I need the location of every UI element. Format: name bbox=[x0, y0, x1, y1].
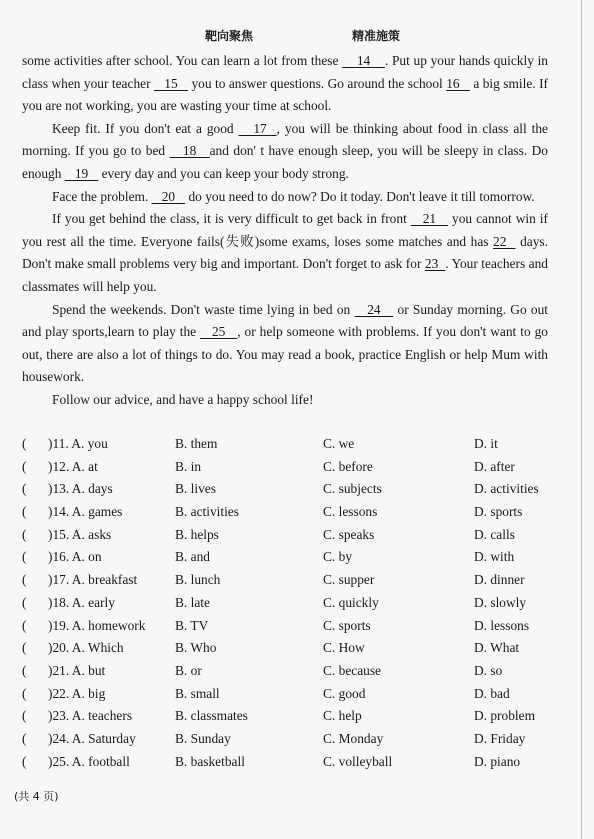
question-row bbox=[22, 660, 552, 683]
option-d: D. bad bbox=[474, 685, 510, 701]
option-b: B. lives bbox=[175, 481, 216, 497]
option-d: D. with bbox=[474, 549, 515, 565]
blank-number: 17 bbox=[238, 120, 277, 136]
option-c: C. speaks bbox=[323, 526, 375, 542]
question-row bbox=[22, 546, 552, 569]
option-c: C. before bbox=[323, 458, 373, 474]
question-row bbox=[22, 728, 552, 751]
question-row bbox=[22, 751, 552, 774]
passage-text: Keep fit. If you don't eat a good bbox=[52, 120, 239, 136]
option-b: B. Who bbox=[175, 640, 217, 656]
option-a: )12. A. at bbox=[48, 458, 98, 474]
header-right-title: 精准施策 bbox=[352, 29, 401, 43]
passage-text: every day and you can keep your body strong. bbox=[98, 165, 349, 181]
question-options-list bbox=[22, 433, 552, 773]
option-c: C. because bbox=[323, 662, 382, 678]
page-count-footer: (共 4 页) bbox=[14, 790, 59, 803]
answer-bracket[interactable]: ( bbox=[22, 504, 27, 520]
option-a: )25. A. football bbox=[48, 753, 130, 769]
question-row bbox=[22, 501, 552, 524]
option-c: C. subjects bbox=[323, 481, 382, 497]
option-b: B. helps bbox=[175, 526, 219, 542]
answer-bracket[interactable]: ( bbox=[22, 549, 27, 565]
question-row bbox=[22, 456, 552, 479]
blank-number: 24 bbox=[354, 301, 394, 317]
option-b: B. late bbox=[175, 594, 210, 610]
blank-number: 19 bbox=[64, 165, 99, 181]
passage-text: Spend the weekends. Don't waste time lying in bed on bbox=[52, 301, 355, 317]
option-a: )14. A. games bbox=[48, 504, 123, 520]
option-d: D. sports bbox=[474, 504, 523, 520]
option-c: C. How bbox=[323, 640, 365, 656]
option-b: B. or bbox=[175, 662, 202, 678]
option-d: D. calls bbox=[474, 526, 515, 542]
passage-text: Face the problem. bbox=[52, 188, 152, 204]
page-edge-line bbox=[581, 0, 582, 839]
blank-number: 22 bbox=[493, 233, 516, 249]
option-d: D. What bbox=[474, 640, 520, 656]
option-a: )16. A. on bbox=[48, 549, 102, 565]
question-row bbox=[22, 524, 552, 547]
option-b: B. them bbox=[175, 436, 218, 451]
option-c: C. we bbox=[323, 436, 355, 451]
option-d: D. piano bbox=[474, 753, 521, 769]
option-a: )22. A. big bbox=[48, 685, 106, 701]
passage-text: . Put up your hands quickly in class when your teacher bbox=[22, 53, 549, 91]
answer-bracket[interactable]: ( bbox=[22, 730, 27, 746]
option-d: D. so bbox=[474, 662, 503, 678]
option-d: D. it bbox=[474, 436, 498, 451]
answer-bracket[interactable]: ( bbox=[22, 662, 27, 678]
answer-bracket[interactable]: ( bbox=[22, 594, 27, 610]
passage-text: you cannot win if you rest all the time. Everyone fails(失败)some exams, loses some matches and has bbox=[22, 211, 548, 249]
answer-bracket[interactable]: ( bbox=[22, 458, 27, 474]
option-b: B. TV bbox=[175, 617, 209, 633]
blank-number: 18 bbox=[169, 143, 210, 159]
option-c: C. Monday bbox=[323, 730, 384, 746]
passage-text: you to answer questions. Go around the school bbox=[188, 75, 447, 91]
passage-text: If you get behind the class, it is very difficult to get back in front bbox=[52, 211, 411, 227]
answer-bracket[interactable]: ( bbox=[22, 685, 27, 701]
blank-number: 20 bbox=[151, 188, 186, 204]
passage-text: do you need to do now? Do it today. Don't leave it till tomorrow. bbox=[185, 188, 535, 204]
page-header bbox=[0, 27, 594, 47]
passage-paragraph bbox=[22, 50, 548, 118]
passage-text: , you will be thinking about food in class all the morning. If you go to bed bbox=[22, 120, 548, 159]
option-c: C. volleyball bbox=[323, 753, 393, 769]
blank-number: 23 bbox=[424, 256, 446, 272]
option-c: C. quickly bbox=[323, 594, 379, 610]
option-d: D. after bbox=[474, 458, 515, 474]
option-c: C. lessons bbox=[323, 504, 378, 520]
option-a: )24. A. Saturday bbox=[48, 730, 136, 746]
option-d: D. Friday bbox=[474, 730, 526, 746]
option-d: D. slowly bbox=[474, 594, 527, 610]
answer-bracket[interactable]: ( bbox=[22, 572, 27, 588]
blank-number: 15 bbox=[153, 75, 189, 91]
passage-text: days. Don't make small problems very big and important. Don't forget to ask for bbox=[22, 233, 548, 272]
passage-text: some activities after school. You can learn a lot from these bbox=[22, 53, 343, 68]
option-a: )23. A. teachers bbox=[48, 708, 133, 724]
header-left-title: 靶向聚焦 bbox=[205, 29, 254, 43]
option-c: C. sports bbox=[323, 617, 371, 633]
option-b: B. small bbox=[175, 685, 220, 701]
option-a: )17. A. breakfast bbox=[48, 572, 138, 588]
blank-number: 16 bbox=[446, 75, 470, 91]
answer-bracket[interactable]: ( bbox=[22, 526, 27, 542]
option-b: B. lunch bbox=[175, 572, 221, 588]
option-b: B. basketball bbox=[175, 753, 245, 769]
passage-text: Follow our advice, and have a happy school life! bbox=[52, 391, 314, 407]
option-c: C. help bbox=[323, 708, 362, 724]
option-a: )15. A. asks bbox=[48, 526, 112, 542]
blank-number: 14 bbox=[342, 53, 385, 68]
option-d: D. activities bbox=[474, 481, 539, 497]
option-a: )20. A. Which bbox=[48, 640, 124, 656]
passage-paragraph bbox=[22, 186, 548, 209]
answer-bracket[interactable]: ( bbox=[22, 617, 27, 633]
option-a: )11. A. you bbox=[48, 436, 108, 451]
question-row bbox=[22, 569, 552, 592]
option-b: B. activities bbox=[175, 504, 239, 520]
blank-number: 21 bbox=[410, 211, 449, 227]
option-c: C. supper bbox=[323, 572, 375, 588]
passage-paragraph bbox=[22, 389, 548, 412]
question-row bbox=[22, 705, 552, 728]
answer-bracket[interactable]: ( bbox=[22, 436, 27, 451]
option-c: C. good bbox=[323, 685, 366, 701]
cloze-passage bbox=[22, 50, 548, 412]
option-b: B. Sunday bbox=[175, 730, 231, 746]
answer-bracket[interactable]: ( bbox=[22, 708, 27, 724]
option-d: D. dinner bbox=[474, 572, 525, 588]
passage-text: . Your teachers and classmates will help you. bbox=[22, 256, 548, 294]
option-d: D. lessons bbox=[474, 617, 530, 633]
option-b: B. classmates bbox=[175, 708, 248, 724]
option-b: B. in bbox=[175, 458, 202, 474]
passage-text: , or help someone with problems. If you don't want to go out, there are also a lot of things to do. You may read a book, practice English or help Mum with housework. bbox=[22, 324, 548, 385]
question-row bbox=[22, 433, 552, 456]
passage-text: and don' t have enough sleep, you will be sleepy in class. Do enough bbox=[22, 143, 548, 181]
answer-bracket[interactable]: ( bbox=[22, 481, 27, 497]
passage-text: a big smile. If you are not working, you are wasting your time at school. bbox=[22, 75, 549, 114]
passage-paragraph bbox=[22, 299, 548, 389]
question-row bbox=[22, 683, 552, 706]
option-a: )19. A. homework bbox=[48, 617, 146, 633]
option-c: C. by bbox=[323, 549, 353, 565]
question-row bbox=[22, 592, 552, 615]
passage-paragraph bbox=[22, 208, 548, 298]
option-a: )21. A. but bbox=[48, 662, 106, 678]
passage-paragraph bbox=[22, 118, 548, 186]
option-a: )18. A. early bbox=[48, 594, 115, 610]
question-row bbox=[22, 615, 552, 638]
question-row bbox=[22, 478, 552, 501]
option-a: )13. A. days bbox=[48, 481, 113, 497]
option-d: D. problem bbox=[474, 708, 535, 724]
question-row bbox=[22, 637, 552, 660]
option-b: B. and bbox=[175, 549, 210, 565]
passage-text: or Sunday morning. Go out and play sports,learn to play the bbox=[22, 301, 549, 340]
blank-number: 25 bbox=[200, 324, 238, 340]
answer-bracket[interactable]: ( bbox=[22, 753, 27, 769]
answer-bracket[interactable]: ( bbox=[22, 640, 27, 656]
